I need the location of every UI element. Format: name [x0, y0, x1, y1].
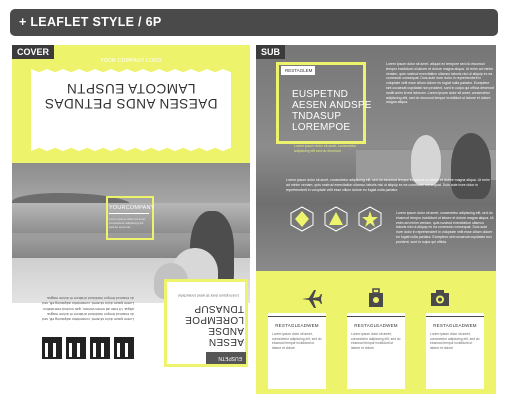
sub-headline-line: LOREMPOE — [292, 122, 351, 133]
cover-headline — [31, 81, 231, 111]
cover-headline-line: DAESEN ANDS PETNDAS — [44, 96, 218, 111]
feature-card-text: Lorem ipsum dolor sit amet, consectetur adipiscing elit, sed do eiusmod tempor incididunt ut labore et dolore — [430, 332, 480, 350]
camera-icon — [429, 287, 451, 309]
sub-headline — [292, 89, 372, 133]
sub-tab-label: SUB — [256, 45, 285, 59]
feature-card-text: Lorem ipsum dolor sit amet, consectetur adipiscing elit, sed do eiusmod tempor incididunt ut labore et dolore — [272, 332, 322, 350]
sub-headline-line: EUSPETND — [292, 89, 349, 100]
sub-text-top: Lorem ipsum dolor sit amet, aliquot ex tempore sed do eiusmod tempor incididunt ut labore et dolore magna aliqua. Ut enim ad minim veniam, quis nostrud exercitation ullamco laboris nisi ut aliquip ex ea commodo consequat. Duis aute irure dolor in reprehenderit in voluptate velit esse cillum dolore eu fugiat nulla pariatur. Excepteur sint occaecat cupidatat non proident, sunt in culpa qui officia deserunt mollit anim id est laborum. Lorem ipsum dolor sit amet, consectetur adipiscing elit, sed do eiusmod tempor incididunt ut labore et dolore magna aliqua. — [386, 62, 494, 105]
company-subtext: Lorem ipsum dolor sit amet consectetur adipiscing elit sed do eiusmod — [109, 217, 146, 229]
leaflet-title: + LEAFLET STYLE / 6P — [19, 15, 162, 29]
feature-card-title: RESTAGLEADWEM — [275, 323, 319, 328]
company-name: YOURCOMPANY — [109, 205, 155, 211]
cover-body-paragraph: Lorem ipsum dolor sit amet, consectetur adipiscing elit, sed do eiusmod tempor incididunt ut labore et dolore magna aliqua. Ut enim ad minim veniam, quis nostrud exercitation. — [42, 307, 134, 321]
cover-note-headline — [172, 303, 244, 347]
cover-body-text — [40, 294, 134, 321]
barcode-block — [114, 337, 134, 359]
cover-note-line: AESEN ANDSE — [208, 325, 244, 347]
card-divider — [426, 316, 484, 317]
hexagon-triangle-icon — [323, 206, 349, 232]
company-divider — [109, 213, 149, 214]
airplane-icon — [300, 287, 322, 309]
feature-card-text: Lorem ipsum dolor sit amet, consectetur adipiscing elit, sed do eiusmod tempor incididunt ut labore et dolore — [351, 332, 401, 350]
cover-tab-label: COVER — [12, 45, 54, 59]
feature-card-title: RESTAGLEADWEM — [354, 323, 398, 328]
sub-text-right: Lorem ipsum dolor sit amet, consectetur adipiscing elit, sed do eiusmod tempor incididunt ut labore et dolore magna aliqua. Ut enim ad minim veniam, quis nostrud exercitation ullamco laboris nisi ut aliquip ex ea commodo consequat. Duis aute irure dolor in reprehenderit in voluptate velit esse cillum dolore eu fugiat nulla pariatur. Excepteur sint occaecat cupidatat non proident, sunt in culpa qui officia. — [396, 211, 494, 244]
cover-note-tag: EUSPETN — [206, 352, 246, 364]
cover-body-paragraph: Lorem ipsum dolor sit amet, consectetur adipiscing elit, sed do eiusmod tempor incididunt ut labore et dolore magna. — [42, 296, 134, 305]
header-bar — [10, 9, 498, 36]
hexagon-icons-row — [289, 206, 385, 232]
hexagon-diamond-icon — [289, 206, 315, 232]
barcode-graphic — [42, 337, 134, 359]
sub-headline-line: AESEN ANDSPE — [292, 100, 372, 111]
feature-card-title: RESTAGLEADWEM — [433, 323, 477, 328]
cover-headline-line: LAMCOTA EUSPTN — [66, 81, 196, 96]
luggage-icon — [365, 287, 387, 309]
cover-note-line: LOREMPOE — [184, 314, 244, 325]
cover-note-line: TDNASUP — [194, 303, 244, 314]
card-divider — [347, 316, 405, 317]
sub-page — [256, 45, 496, 394]
cover-note-small: Lorem ipsum dolor sit amet consectetur — [178, 293, 240, 298]
sub-box-note: Lorem ipsum dolor sit amet, consectetur adipiscing elit sed do eiusmod — [294, 144, 357, 153]
barcode-block — [90, 337, 110, 359]
cover-page — [12, 45, 250, 394]
hexagon-star-icon — [357, 206, 383, 232]
barcode-block — [66, 337, 86, 359]
card-divider — [268, 316, 326, 317]
cover-logo-text: YOUR COMPANY LOGO — [100, 58, 162, 64]
sub-box-tag: RESTAGLEM — [281, 66, 315, 75]
sub-text-middle: Lorem ipsum dolor sit amet, consectetur adipiscing elit, sed do eiusmod tempor incididunt ut labore et dolore magna aliqua. Ut enim ad minim veniam, quis nostrud exercitation ullamco laboris nisi ut aliquip ex ea commodo consequat. Duis aute irure dolor in reprehenderit in voluptate velit esse cillum dolore eu fugiat nulla pariatur. — [286, 178, 490, 192]
sub-headline-line: TNDASUP — [292, 111, 342, 122]
barcode-block — [42, 337, 62, 359]
